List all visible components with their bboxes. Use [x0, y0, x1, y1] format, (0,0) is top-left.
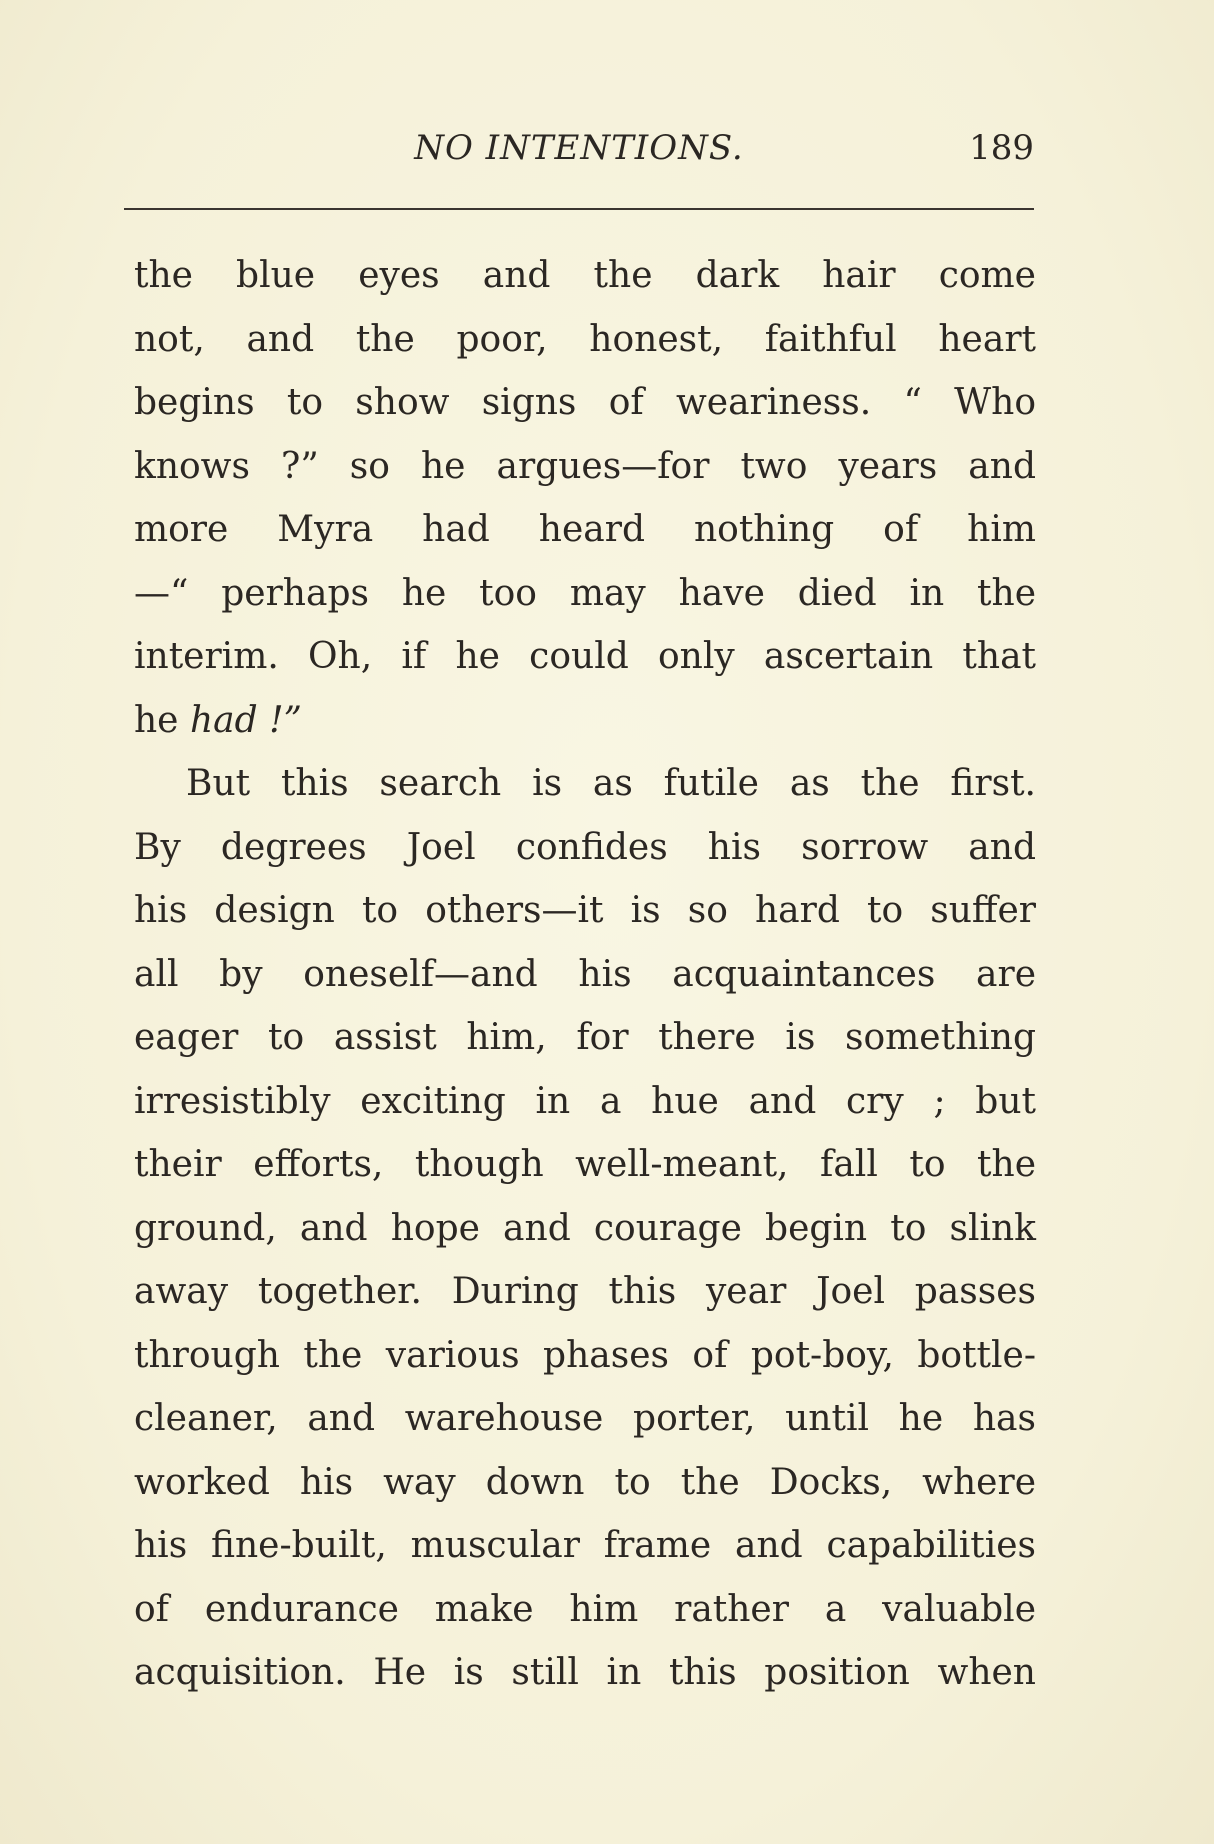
- text-line: [134, 689, 1036, 753]
- running-head: [124, 128, 1034, 188]
- italic-emphasis: had !”: [189, 699, 302, 741]
- text-line: their efforts, though well-meant, fall to the: [134, 1144, 1036, 1185]
- text-line: his design to others—it is so hard to suffer: [134, 890, 1036, 931]
- text-line: knows ?” so he argues—for two years and: [134, 445, 1036, 487]
- text-line: interim. Oh, if he could only ascertain that: [134, 636, 1036, 677]
- text-line: worked his way down to the Docks, where: [134, 1461, 1036, 1503]
- text-line: cleaner, and warehouse porter, until he has: [134, 1398, 1036, 1439]
- text-line: of endurance make him rather a valuable: [134, 1588, 1036, 1630]
- text-line: —“ perhaps he too may have died in the: [134, 572, 1036, 614]
- text-line: begins to show signs of weariness. “ Who: [134, 382, 1036, 423]
- text-line: acquisition. He is still in this position when: [134, 1652, 1036, 1693]
- text-line: not, and the poor, honest, faithful heart: [134, 318, 1036, 360]
- text-line: ground, and hope and courage begin to slink: [134, 1207, 1036, 1249]
- running-title: NO INTENTIONS.: [414, 128, 744, 168]
- body-text: [134, 244, 1036, 1705]
- paragraph-first-line: But this search is as futile as the first.: [186, 763, 1036, 804]
- text-line-start: he: [134, 699, 179, 741]
- text-line: away together. During this year Joel passes: [134, 1271, 1036, 1312]
- text-line: the blue eyes and the dark hair come: [134, 255, 1036, 296]
- text-line: irresistibly exciting in a hue and cry ; but: [134, 1080, 1036, 1122]
- text-line: all by oneself—and his acquaintances are: [134, 953, 1036, 995]
- text-line: eager to assist him, for there is something: [134, 1017, 1036, 1058]
- text-line: his fine-built, muscular frame and capabilities: [134, 1525, 1036, 1566]
- text-line: more Myra had heard nothing of him: [134, 509, 1036, 550]
- text-line: By degrees Joel confides his sorrow and: [134, 826, 1036, 868]
- text-line: through the various phases of pot-boy, bottle-: [134, 1334, 1036, 1376]
- page-number: 189: [969, 128, 1034, 168]
- header-rule: [124, 208, 1034, 210]
